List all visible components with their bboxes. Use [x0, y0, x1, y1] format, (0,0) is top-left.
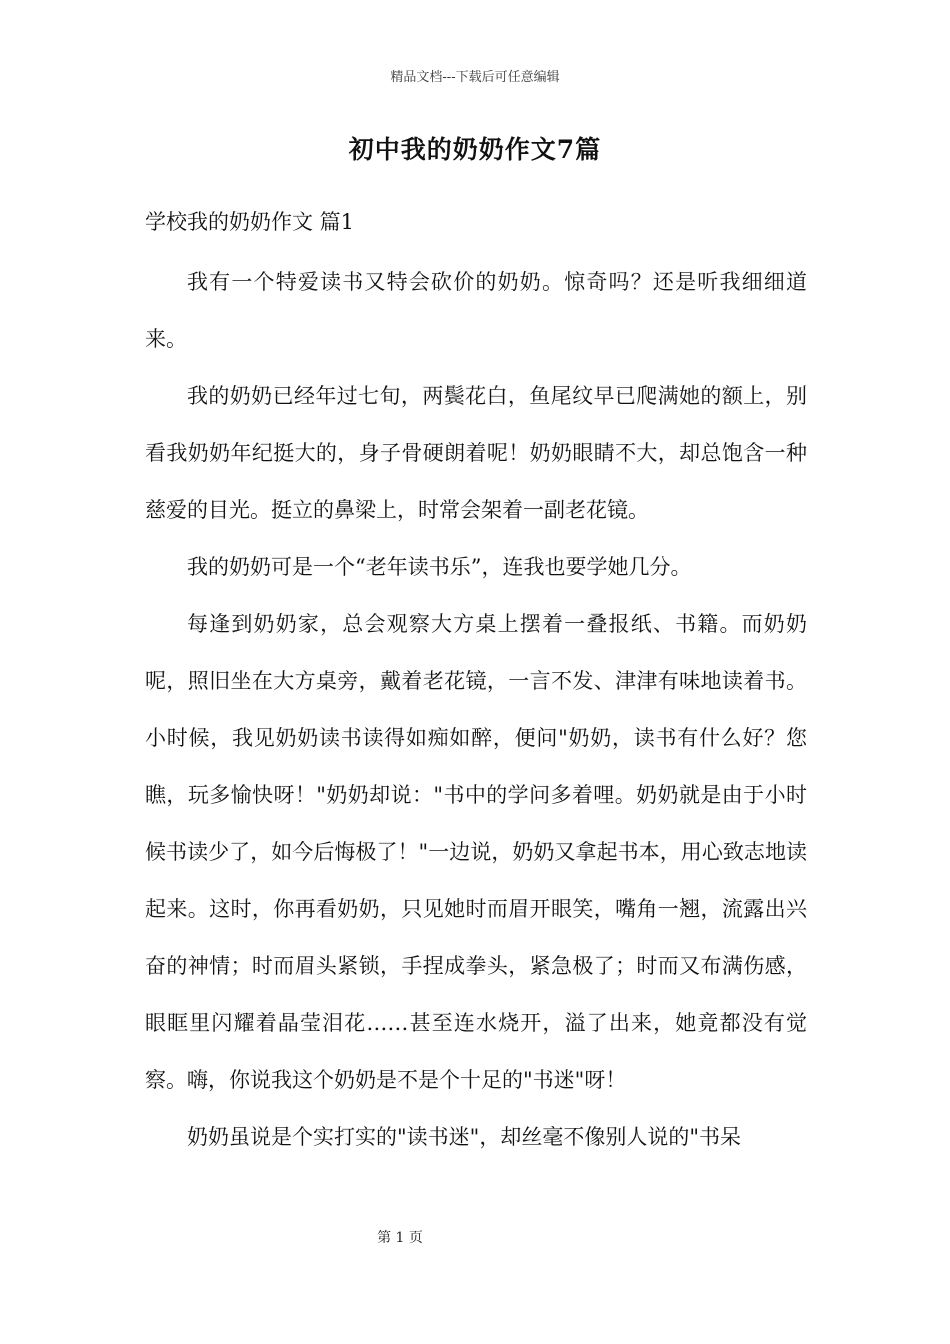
section-heading: 学校我的奶奶作文 篇1 — [145, 210, 355, 234]
document-body — [145, 198, 807, 1166]
header-note: 精品文档---下载后可任意编辑 — [390, 70, 560, 85]
paragraph-4: 每逢到奶奶家，总会观察大方桌上摆着一叠报纸、书籍。而奶奶呢，照旧坐在大方桌旁，戴着老花镜，一言不发、津津有味地读着书。小时候，我见奶奶读书读得如痴如醉，便问"奶奶，读书有什么好？您瞧，玩多愉快呀！"奶奶却说："书中的学问多着哩。奶奶就是由于小时候书读少了，如今后悔极了！"一边说，奶奶又拿起书本，用心致志地读起来。这时，你再看奶奶，只见她时而眉开眼笑，嘴角一翘，流露出兴奋的神情；时而眉头紧锁，手捏成拳头，紧急极了；时而又布满伤感，眼眶里闪耀着晶莹泪花……甚至连水烧开，溢了出来，她竟都没有觉察。嗨，你说我这个奶奶是不是个十足的"书迷"呀！ — [145, 612, 807, 1092]
paragraph-5: 奶奶虽说是个实打实的"读书迷"，却丝毫不像别人说的"书呆 — [187, 1125, 741, 1149]
paragraph-2: 我的奶奶已经年过七旬，两鬓花白，鱼尾纹早已爬满她的额上，别看我奶奶年纪挺大的，身子骨硬朗着呢！奶奶眼睛不大，却总饱含一种慈爱的目光。挺立的鼻梁上，时常会架着一副老花镜。 — [145, 384, 807, 522]
paragraph-3: 我的奶奶可是一个“老年读书乐”，连我也要学她几分。 — [187, 555, 692, 579]
document-title: 初中我的奶奶作文7篇 — [348, 135, 602, 164]
page-number: 第 1 页 — [377, 1230, 423, 1246]
paragraph-1: 我有一个特爱读书又特会砍价的奶奶。惊奇吗？还是听我细细道来。 — [145, 270, 807, 351]
